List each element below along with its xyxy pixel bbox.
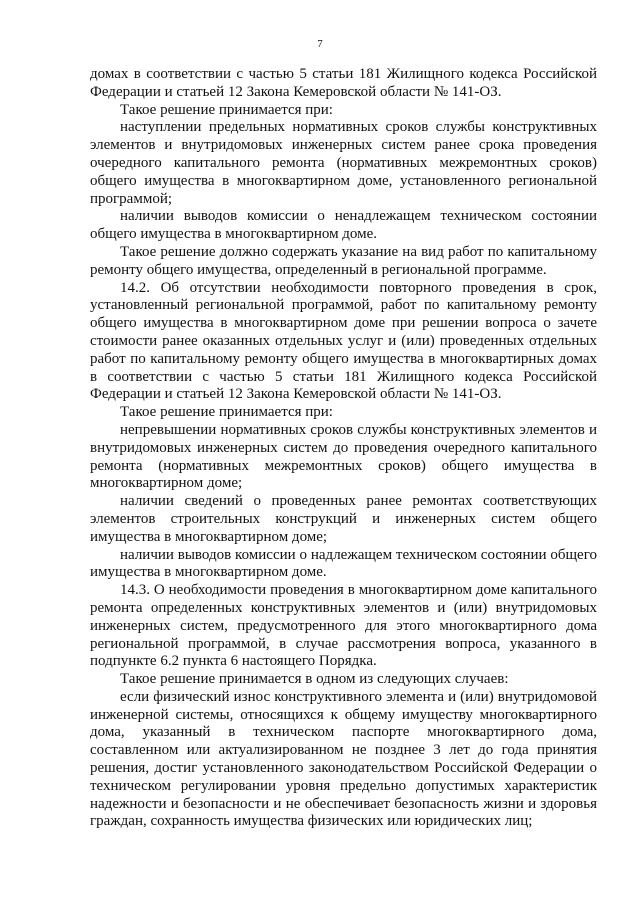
paragraph-case-physical-wear: если физический износ конструктивного элемента и (или) внутридомовой инженерной системы, относящихся к общему имуществу многоквартирного дома, указанный в техническом паспорте многоквартирного дома, составленном или актуализированном не позднее 3 лет до года принятия решения, достиг установленного законодательством Российской Федерации о техническом регулировании уровня предельно допустимых характеристик надежности и безопасности и не обеспечивает безопасность жизни и здоровья граждан, сохранность имущества физических или юридических лиц; (90, 688, 597, 830)
paragraph-clause-14-3: 14.3. О необходимости проведения в многоквартирном доме капитального ремонта определенных конструктивных элементов и (или) внутридомовых инженерных систем, предусмотренного для этого многоквартирного дома региональной программой, в случае рассмотрения вопроса, указанного в подпункте 6.2 пункта 6 настоящего Порядка. (90, 582, 597, 670)
paragraph-decision-cases: Такое решение принимается в одном из следующих случаев: (120, 671, 509, 688)
paragraph-continuation: домах в соответствии с частью 5 статьи 181 Жилищного кодекса Российской Федерации и статьей 12 Закона Кемеровской области № 141-ОЗ. (90, 66, 597, 100)
paragraph-condition-deadlines: наступлении предельных нормативных сроков службы конструктивных элементов и внутридомовых инженерных систем ранее срока проведения очередного капитального ремонта (нормативных межремонтных сроков) общего имущества в многоквартирном доме, установленного региональной программой; (90, 119, 597, 207)
paragraph-clause-14-2: 14.2. Об отсутствии необходимости повторного проведения в срок, установленный региональной программой, работ по капитальному ремонту общего имущества в многоквартирном доме при решении вопроса о зачете стоимости ранее оказанных отдельных услуг и (или) проведенных отдельных работ по капитальному ремонту общего имущества в многоквартирных домах в соответствии с частью 5 статьи 181 Жилищного кодекса Российской Федерации и статьей 12 Закона Кемеровской области № 141-ОЗ. (90, 279, 597, 403)
paragraph-condition-not-exceeded: непревышении нормативных сроков службы конструктивных элементов и внутридомовых инженерных систем до проведения очередного капитального ремонта (нормативных межремонтных сроков) общего имущества в многоквартирном доме; (90, 421, 597, 492)
paragraph-decision-conditions-2: Такое решение принимается при: (120, 404, 333, 421)
paragraph-condition-repair-records: наличии сведений о проведенных ранее ремонтах соответствующих элементов строительных конструкций и инженерных систем общего имущества в многоквартирном доме; (90, 493, 597, 545)
paragraph-condition-commission-proper: наличии выводов комиссии о надлежащем техническом состоянии общего имущества в многоквартирном доме. (90, 546, 597, 581)
paragraph-decision-content: Такое решение должно содержать указание на вид работ по капитальному ремонту общего имущества, определенный в региональной программе. (90, 243, 597, 278)
paragraph-decision-conditions: Такое решение принимается при: (120, 101, 333, 118)
document-body (90, 66, 597, 831)
page-number: 7 (317, 38, 323, 50)
paragraph-condition-commission-improper: наличии выводов комиссии о ненадлежащем техническом состоянии общего имущества в многоквартирном доме. (90, 208, 597, 243)
